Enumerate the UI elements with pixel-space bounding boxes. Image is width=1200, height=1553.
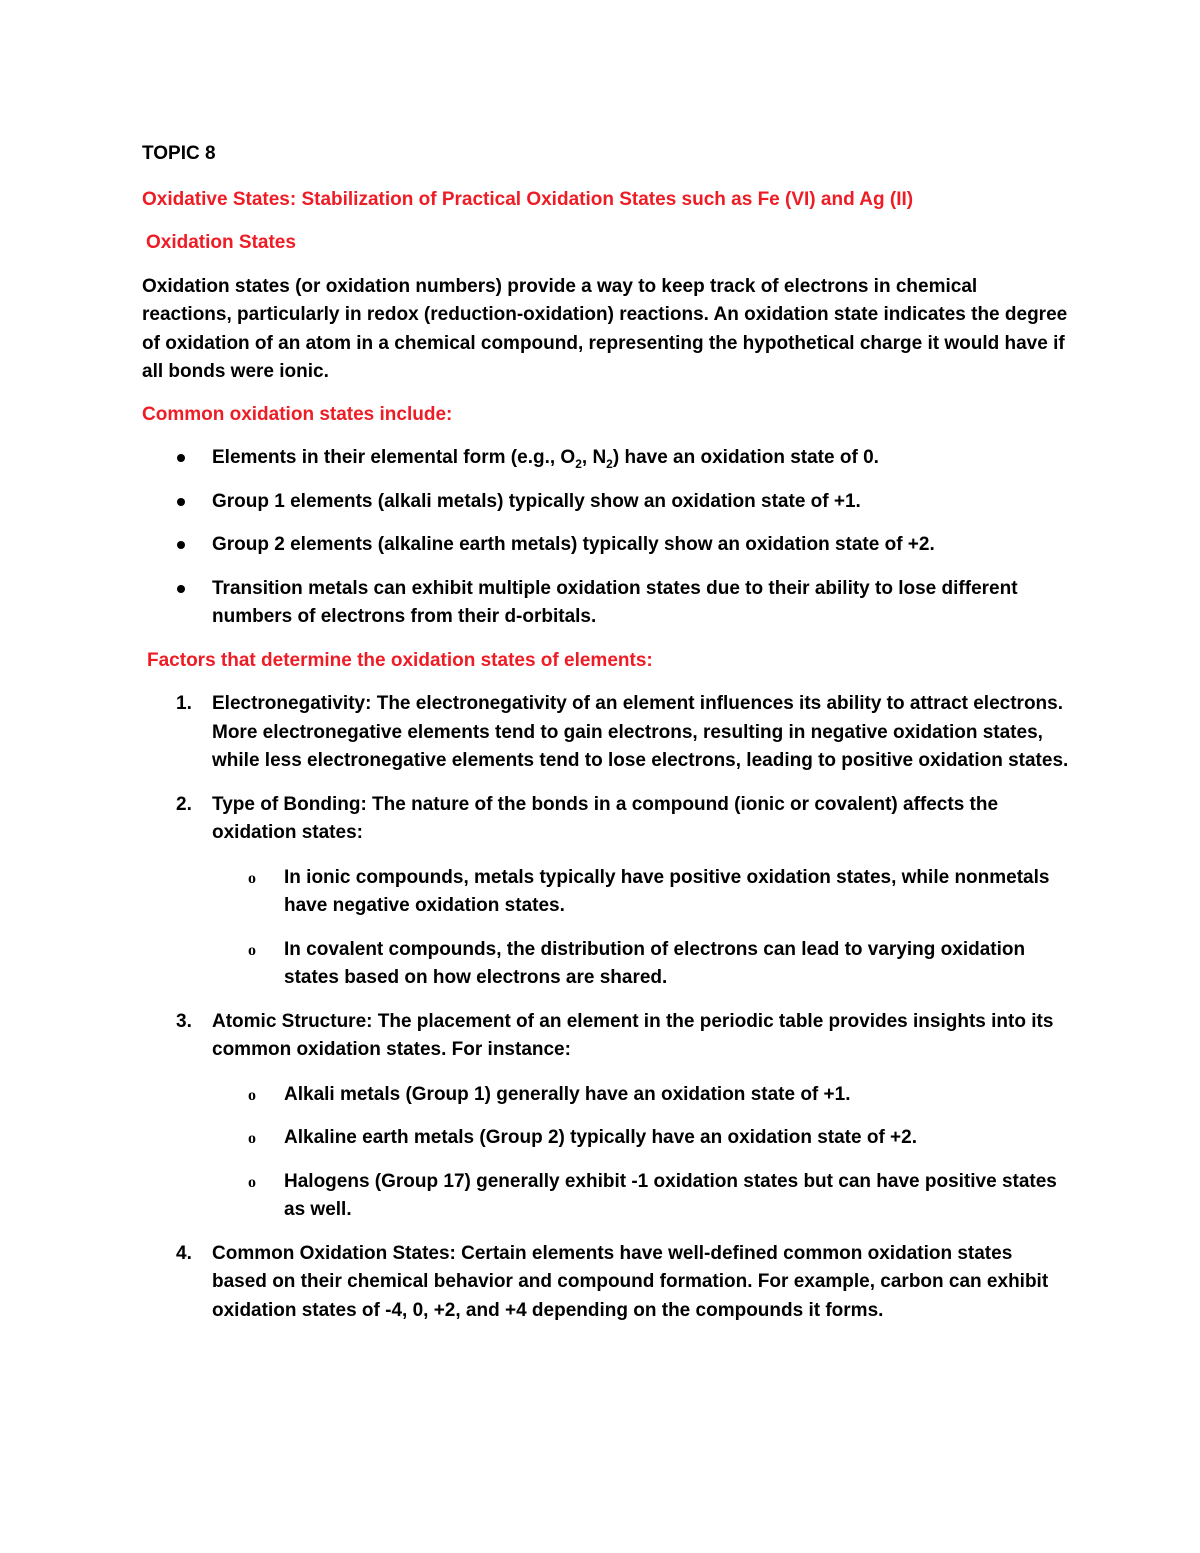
list-item <box>142 791 1072 993</box>
section-heading-oxidation-states: Oxidation States <box>146 232 296 253</box>
text-fragment: ) have an oxidation state of 0. <box>612 447 879 468</box>
list-item <box>142 488 1072 517</box>
list-number: 3. <box>176 1010 192 1032</box>
list-item-text: Electronegativity: The electronegativity of an element influences its ability to attract electrons. More electronegative elements tend to gain electrons, resulting in negative oxidation states, while less electronegative elements tend to lose electrons, leading to positive oxidation states. <box>212 693 1069 771</box>
list-item <box>142 1240 1072 1326</box>
factors-list <box>142 690 1072 1325</box>
list-item <box>142 1008 1072 1225</box>
text-fragment: Elements in their elemental form (e.g., O <box>212 447 576 468</box>
list-item-text: Group 2 elements (alkaline earth metals) typically show an oxidation state of +2. <box>212 534 935 555</box>
list-item <box>142 690 1072 776</box>
sub-list <box>212 1081 1072 1225</box>
common-states-heading: Common oxidation states include: <box>142 403 453 425</box>
list-item-text <box>212 447 879 471</box>
sub-list-item-text: In covalent compounds, the distribution of electrons can lead to varying oxidation states based on how electrons are shared. <box>284 938 1026 988</box>
list-item-text: Group 1 elements (alkali metals) typically show an oxidation state of +1. <box>212 490 861 512</box>
text-fragment: , N <box>581 447 607 468</box>
sub-list-item-text: Alkali metals (Group 1) generally have an oxidation state of +1. <box>284 1083 851 1105</box>
list-number: 4. <box>176 1242 192 1264</box>
sub-list-item-text: Halogens (Group 17) generally exhibit -1 oxidation states but can have positive states as well. <box>284 1170 1057 1220</box>
factors-heading: Factors that determine the oxidation states of elements: <box>147 649 653 671</box>
document-content <box>142 140 1072 1340</box>
list-number: 1. <box>176 693 192 714</box>
sub-list-item <box>212 1124 1072 1153</box>
sub-list <box>212 864 1072 993</box>
subscript: 2 <box>575 456 582 471</box>
list-number: 2. <box>176 793 192 815</box>
document-title: Oxidative States: Stabilization of Practical Oxidation States such as Fe (VI) and Ag (II) <box>142 188 914 210</box>
list-item-text: Type of Bonding: The nature of the bonds in a compound (ionic or covalent) affects the oxidation states: <box>212 793 999 843</box>
sub-list-item <box>212 936 1072 993</box>
bullet-icon <box>177 541 185 549</box>
topic-label: TOPIC 8 <box>142 143 216 164</box>
list-item-text: Transition metals can exhibit multiple oxidation states due to their ability to lose different numbers of electrons from their d-orbitals. <box>212 577 1018 627</box>
sub-bullet-icon: o <box>248 941 256 959</box>
subscript: 2 <box>606 456 613 471</box>
sub-list-item-text: In ionic compounds, metals typically have positive oxidation states, while nonmetals have negative oxidation states. <box>284 866 1050 916</box>
bullet-icon <box>177 498 185 506</box>
sub-bullet-icon: o <box>248 1130 256 1147</box>
sub-list-item <box>212 864 1072 921</box>
list-item <box>142 531 1072 560</box>
sub-list-item <box>212 1168 1072 1225</box>
list-item <box>142 575 1072 632</box>
sub-list-item-text: Alkaline earth metals (Group 2) typically have an oxidation state of +2. <box>284 1127 917 1148</box>
list-item-text: Common Oxidation States: Certain elements have well-defined common oxidation states based on their chemical behavior and compound formation. For example, carbon can exhibit oxidation states of -4, 0, +2, and +4 depending on the compounds it forms. <box>212 1242 1049 1321</box>
list-item <box>142 444 1072 473</box>
sub-bullet-icon: o <box>248 1086 256 1104</box>
list-item-text: Atomic Structure: The placement of an element in the periodic table provides insights into its common oxidation states. For instance: <box>212 1010 1054 1060</box>
sub-list-item <box>212 1081 1072 1110</box>
sub-bullet-icon: o <box>248 869 256 887</box>
bullet-icon <box>177 585 185 593</box>
common-states-list <box>142 444 1072 632</box>
intro-paragraph: Oxidation states (or oxidation numbers) provide a way to keep track of electrons in chemical reactions, particularly in redox (reduction-oxidation) reactions. An oxidation state indicates the degree of oxidation of an atom in a chemical compound, representing the hypothetical charge it would have if all bonds were ionic. <box>142 275 1068 382</box>
sub-bullet-icon: o <box>248 1173 256 1191</box>
bullet-icon <box>177 454 185 462</box>
